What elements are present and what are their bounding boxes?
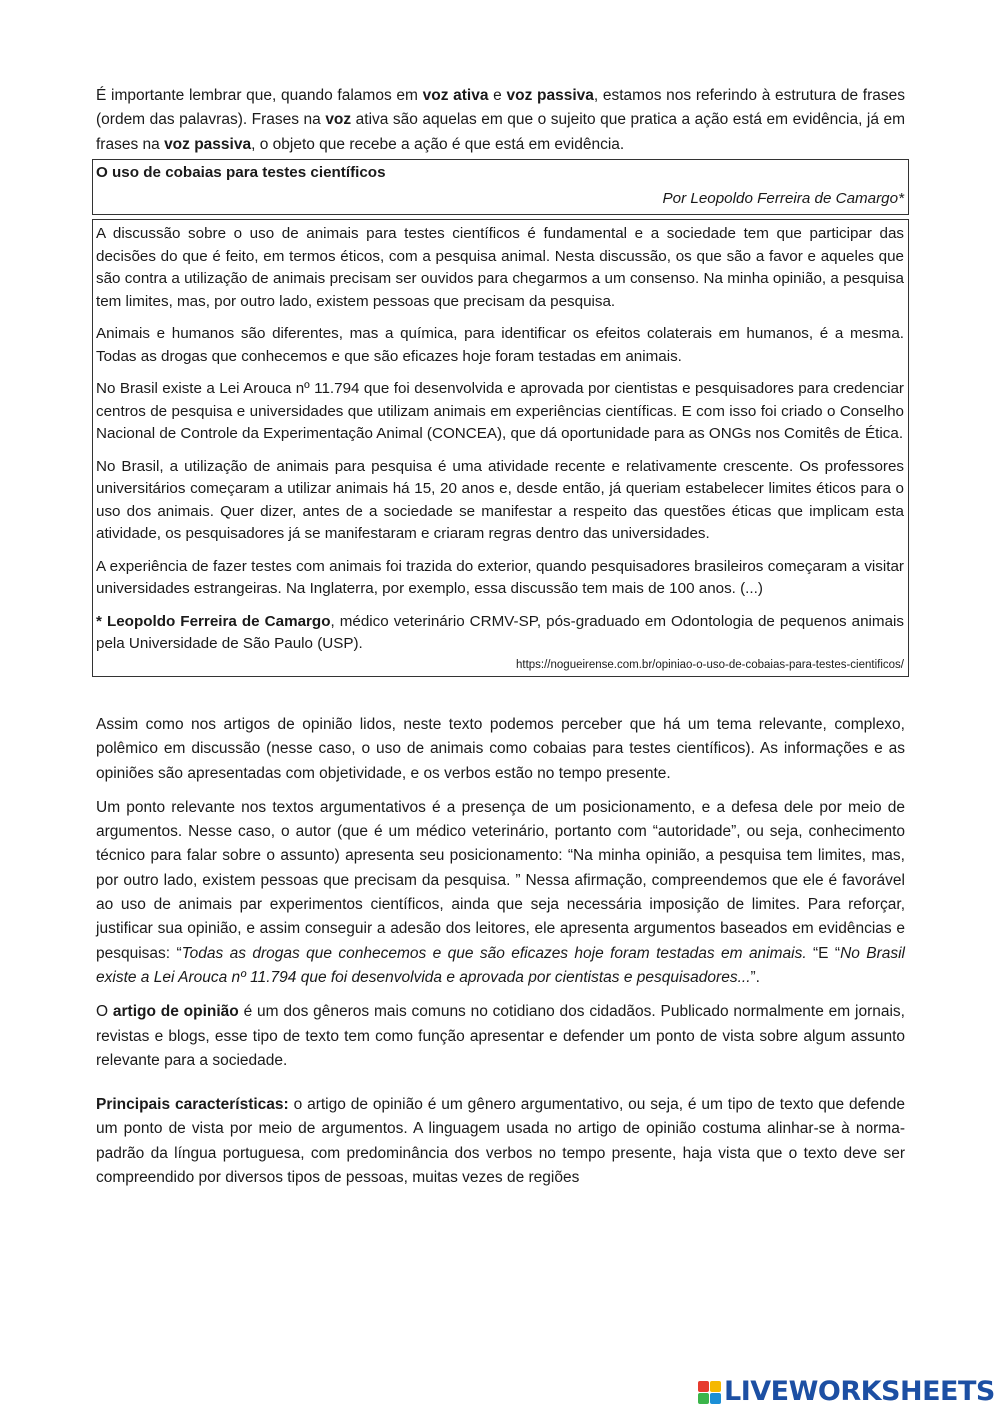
logo-grid-icon bbox=[698, 1381, 721, 1404]
liveworksheets-logo bbox=[698, 1376, 995, 1408]
analysis-quote: Todas as drogas que conhecemos e que são eficazes hoje foram testadas em animais. bbox=[181, 944, 807, 962]
intro-bold: voz ativa bbox=[422, 87, 489, 104]
analysis-text: O bbox=[96, 1003, 113, 1021]
article-paragraph: No Brasil existe a Lei Arouca nº 11.794 que foi desenvolvida e aprovada por cientistas e pesquisadores para credenciar centros de pesquisa e universidades que utilizam animais em experiências científicas. E com isso foi criado o Conselho Nacional de Controle da Experimentação Animal (CONCEA), que dá oportunidade para as ONGs nos Comitês de Ética. bbox=[96, 380, 904, 443]
intro-text: ativa são aquelas em que o sujeito que pratica a ação está em evidência, já em frases na bbox=[96, 111, 905, 153]
article-body-box bbox=[92, 219, 909, 677]
analysis-text: ”. bbox=[750, 968, 760, 986]
intro-bold: voz passiva bbox=[164, 135, 252, 153]
intro-bold: voz passiva bbox=[506, 87, 594, 104]
analysis-section bbox=[96, 713, 905, 1190]
article-paragraph: A discussão sobre o uso de animais para testes científicos é fundamental e a sociedade tem que participar das decisões do que é feito, em termos éticos, com a pesquisa animal. Nesta discussão, os que são a favor e aqueles que são contra a utilização de animais precisam ser ouvidos para chegarmos a um consenso. Na minha opinião, a pesquisa tem limites, mas, por outro lado, existem pessoas que precisam da pesquisa. bbox=[96, 225, 904, 310]
logo-square bbox=[698, 1381, 709, 1392]
analysis-bold: artigo de opinião bbox=[112, 1003, 239, 1021]
characteristics-text: o artigo de opinião é um gênero argumentativo, ou seja, é um tipo de texto que defende um ponto de vista por meio de argumentos. A linguagem usada no artigo de opinião costuma alinhar-se à norma-padrão da língua portuguesa, com predominância dos verbos no tempo presente, haja vista que o texto deve ser compreendido por diversos tipos de pessoas, muitas vezes de regiões bbox=[96, 1096, 906, 1187]
intro-text: , o objeto que recebe a ação é que está em evidência. bbox=[251, 135, 625, 153]
author-note-name: * Leopoldo Ferreira de Camargo bbox=[96, 612, 331, 630]
characteristics-paragraph bbox=[96, 1093, 905, 1190]
article-paragraph: No Brasil, a utilização de animais para pesquisa é uma atividade recente e relativamente crescente. Os professores universitários começaram a utilizar animais há 15, 20 anos e, desde então, já queriam estabelecer limites éticos para o uso dos animais. Quer dizer, antes de a sociedade se manifestar a respeito das questões éticas que implicam esta atividade, os pesquisadores já se manifestaram e criaram regras dentro das universidades. bbox=[96, 457, 904, 543]
logo-text: LIVEWORKSHEETS bbox=[724, 1375, 995, 1407]
analysis-paragraph bbox=[96, 1000, 905, 1073]
intro-text: e bbox=[488, 87, 507, 104]
analysis-paragraph: Assim como nos artigos de opinião lidos, neste texto podemos perceber que há um tema relevante, complexo, polêmico em discussão (nesse caso, o uso de animais como cobaias para testes científicos). As informações e as opiniões são apresentadas com objetividade, e os verbos estão no tempo presente. bbox=[96, 715, 905, 782]
article-paragraph: A experiência de fazer testes com animais foi trazida do exterior, quando pesquisadores brasileiros começaram a visitar universidades estrangeiras. Na Inglaterra, por exemplo, essa discussão tem mais de 100 anos. (...) bbox=[96, 557, 904, 598]
author-note bbox=[96, 611, 904, 656]
analysis-quote: No Brasil existe a Lei Arouca nº 11.794 que foi desenvolvida e aprovada por cientistas e pesquisadores... bbox=[96, 944, 905, 986]
analysis-text: “E “ bbox=[806, 944, 841, 962]
characteristics-heading: Principais características: bbox=[96, 1096, 289, 1114]
article-byline: Por Leopoldo Ferreira de Camargo* bbox=[662, 190, 904, 208]
intro-bold: voz bbox=[325, 111, 352, 129]
intro-paragraph bbox=[96, 84, 905, 157]
article-paragraph: Animais e humanos são diferentes, mas a química, para identificar os efeitos colaterais em humanos, é a mesma. Todas as drogas que conhecemos e que são eficazes hoje foram testadas em animais. bbox=[96, 325, 904, 365]
logo-square bbox=[710, 1393, 721, 1404]
article-title: O uso de cobaias para testes científicos bbox=[96, 163, 386, 181]
logo-square bbox=[710, 1381, 721, 1392]
analysis-text: Um ponto relevante nos textos argumentativos é a presença de um posicionamento, e a defesa dele por meio de argumentos. Nesse caso, o autor (que é um médico veterinário, portanto com “autoridade”, ou seja, conhecimento técnico para falar sobre o assunto) apresenta seu posicionamento: “Na minha opinião, a pesquisa tem limites, mas, por outro lado, existem pessoas que precisam da pesquisa. ” Nessa afirmação, compreendemos que ele é favorável ao uso de animais par experimentos científicos, ainda que seja necessária imposição de limites. Para reforçar, justificar sua opinião, e assim conseguir a adesão dos leitores, ele apresenta argumentos baseados em evidências e pesquisas: “ bbox=[96, 798, 905, 962]
worksheet-page bbox=[96, 84, 905, 1200]
source-link[interactable]: https://nogueirense.com.br/opiniao-o-uso-de-cobaias-para-testes-cientificos/ bbox=[515, 658, 904, 671]
analysis-paragraph bbox=[96, 796, 905, 990]
analysis-text: é um dos gêneros mais comuns no cotidiano dos cidadãos. Publicado normalmente em jornais, revistas e blogs, esse tipo de texto tem como função apresentar e defender um ponto de vista sobre algum assunto relevante para a sociedade. bbox=[96, 1003, 905, 1069]
intro-text: , estamos nos referindo à estrutura de frases (ordem das palavras). Frases na bbox=[96, 87, 905, 129]
article-header-box bbox=[92, 159, 909, 216]
intro-text: É importante lembrar que, quando falamos em bbox=[96, 87, 423, 104]
logo-square bbox=[698, 1393, 709, 1404]
author-note-text: , médico veterinário CRMV-SP, pós-graduado em Odontologia de pequenos animais pela Universidade de São Paulo (USP). bbox=[96, 612, 904, 653]
